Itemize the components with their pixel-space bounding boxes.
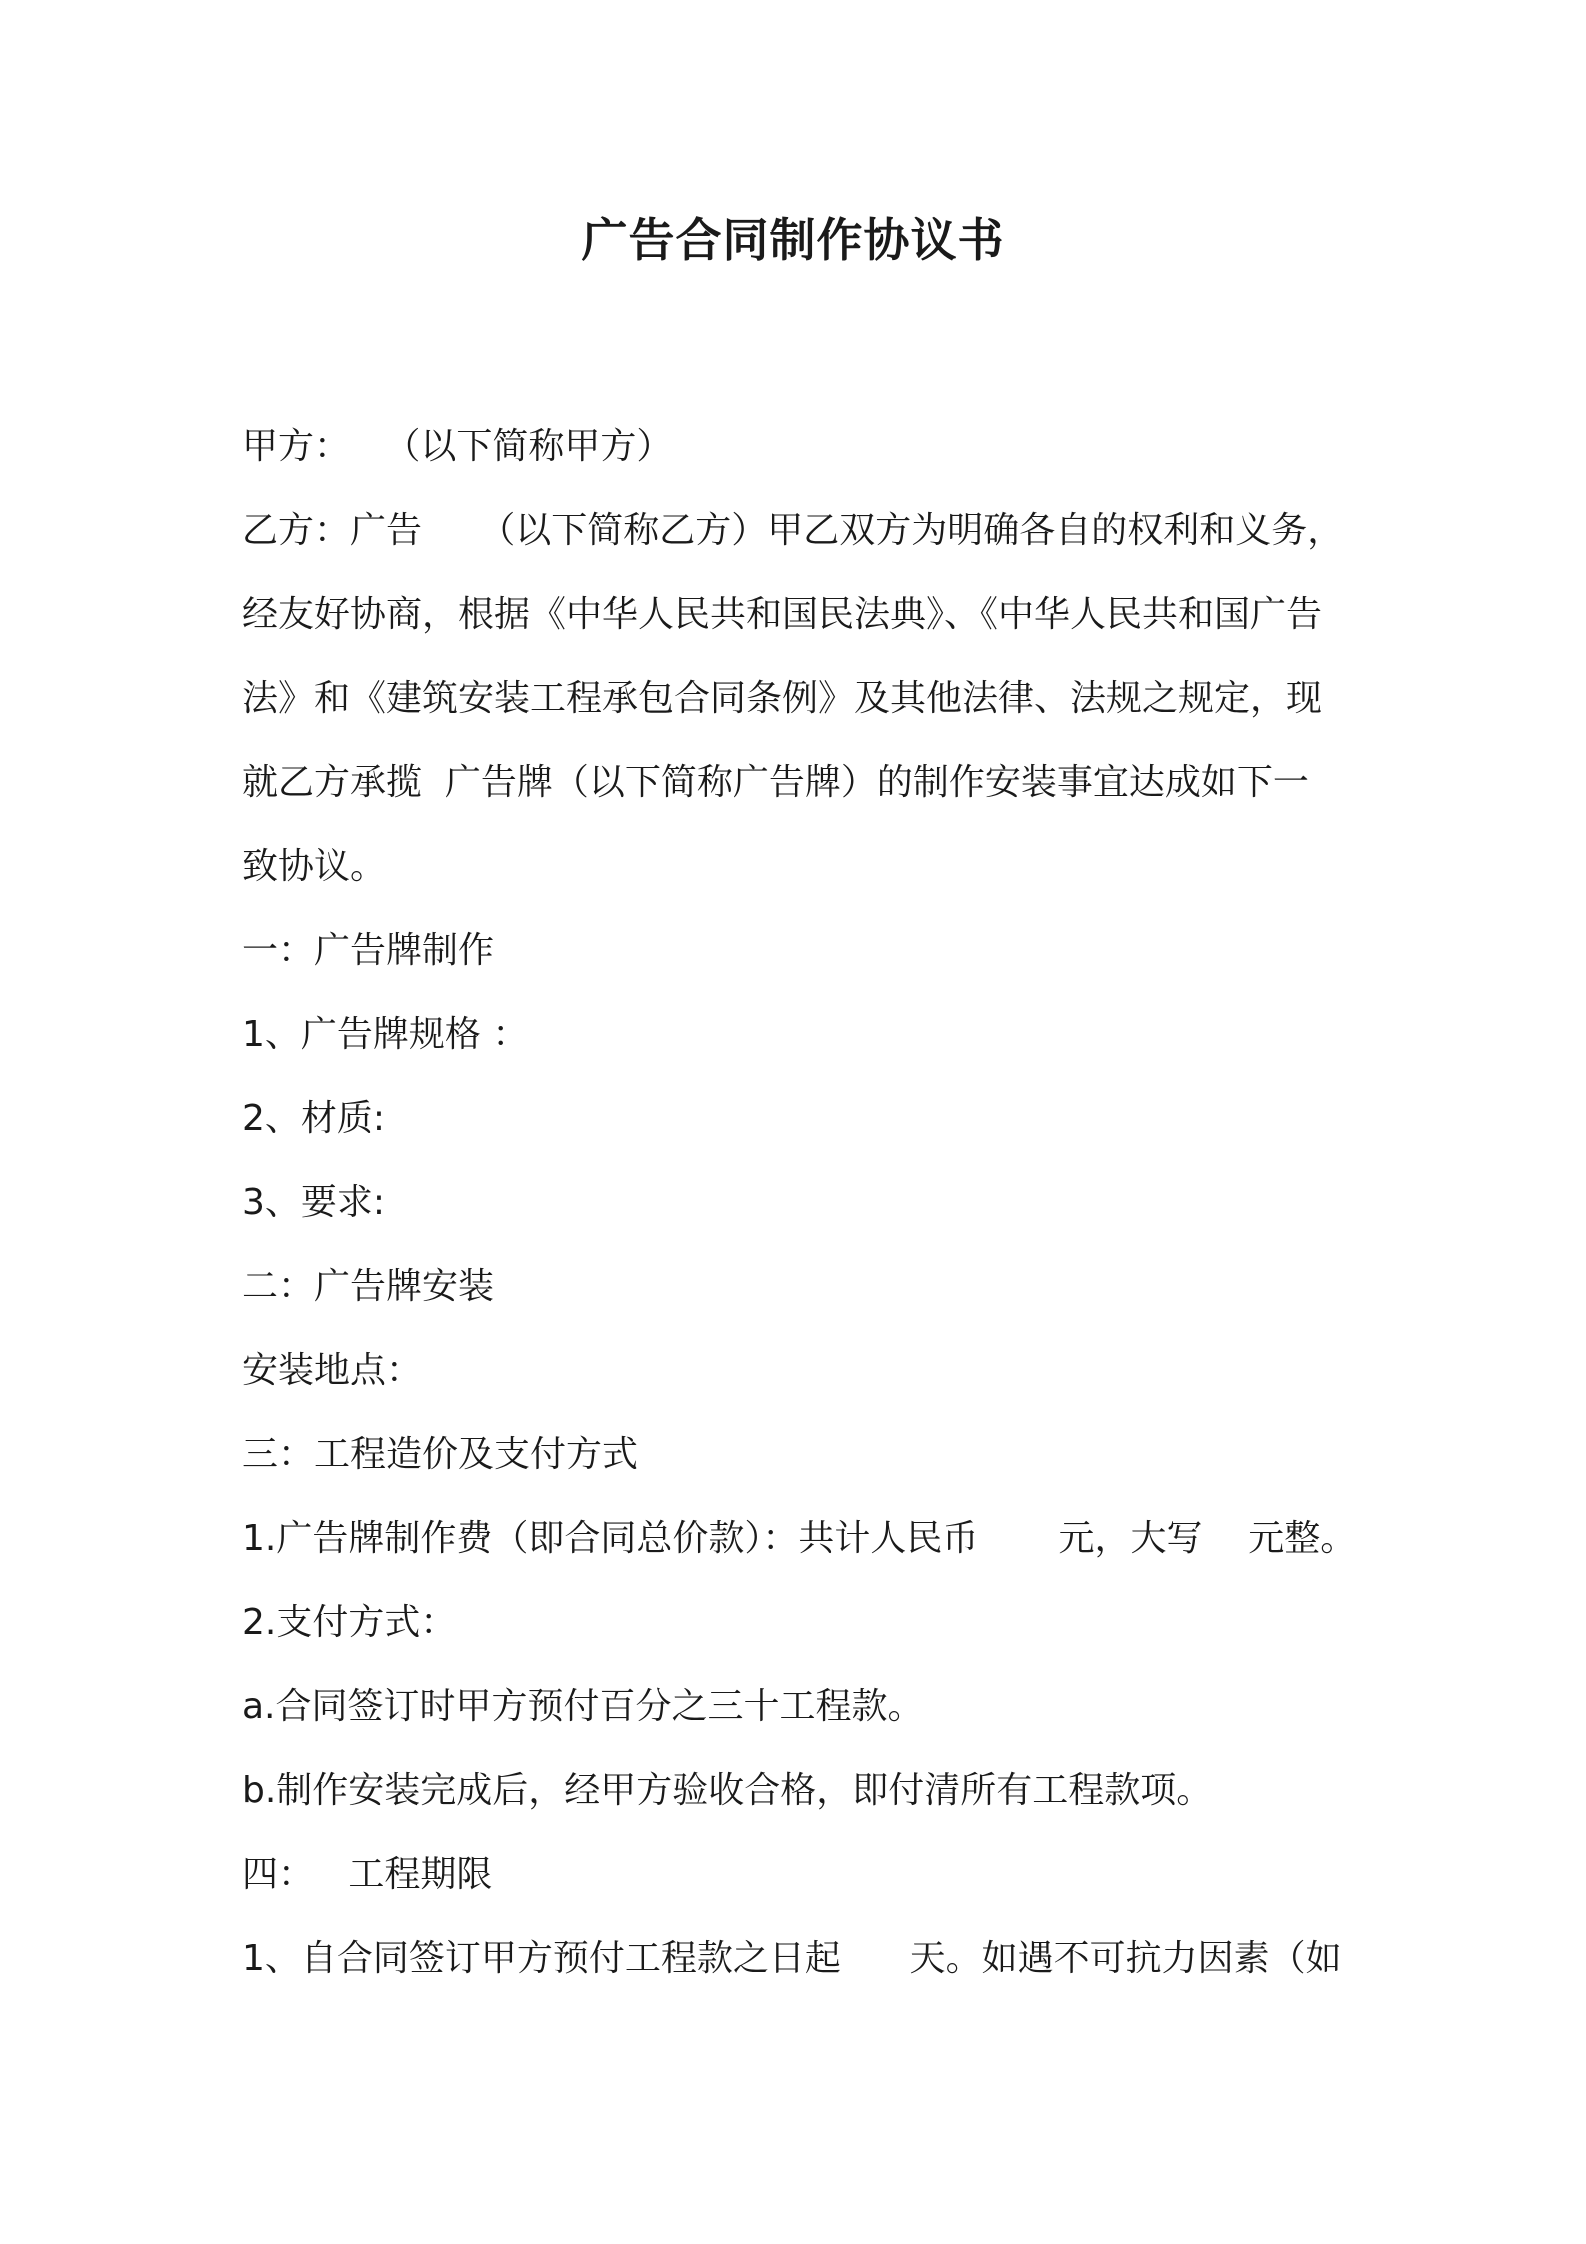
preamble-line-4: 就乙方承揽 广告牌（以下简称广告牌）的制作安装事宜达成如下一 bbox=[242, 762, 1309, 803]
payment-item-b: b.制作安装完成后，经甲方验收合格，即付清所有工程款项。 bbox=[242, 1770, 1213, 1811]
section-heading-2: 二：广告牌安装 bbox=[242, 1266, 495, 1307]
preamble-line-2: 经友好协商，根据《中华人民共和国民法典》、《中华人民共和国广告 bbox=[242, 594, 1323, 635]
payment-item-a: a.合同签订时甲方预付百分之三十工程款。 bbox=[242, 1686, 924, 1727]
document-body bbox=[242, 405, 1372, 2001]
payment-method: 2.支付方式： bbox=[242, 1602, 457, 1643]
item-material: 2、材质: bbox=[242, 1098, 386, 1139]
section-heading-1: 一：广告牌制作 bbox=[242, 930, 495, 971]
item-spec: 1、广告牌规格 ： bbox=[242, 1014, 529, 1055]
party-b-line: 乙方：广告 （以下简称乙方）甲乙双方为明确各自的权利和义务， bbox=[242, 510, 1344, 551]
preamble-line-3: 法》和《建筑安装工程承包合同条例》及其他法律、法规之规定，现 bbox=[242, 678, 1323, 719]
section-heading-3: 三：工程造价及支付方式 bbox=[242, 1434, 639, 1475]
document-title: 广告合同制作协议书 bbox=[581, 213, 1005, 267]
party-a-line: 甲方： （以下简称甲方） bbox=[242, 426, 673, 467]
term-item-1: 1、自合同签订甲方预付工程款之日起 天。如遇不可抗力因素（如 bbox=[242, 1938, 1342, 1979]
price-line: 1.广告牌制作费（即合同总价款）：共计人民币 元，大写 元整。 bbox=[242, 1518, 1357, 1559]
item-requirements: 3、要求: bbox=[242, 1182, 386, 1223]
preamble-line-5: 致协议。 bbox=[242, 846, 387, 887]
section-heading-4: 四： 工程期限 bbox=[242, 1854, 493, 1895]
install-location: 安装地点： bbox=[242, 1350, 423, 1391]
